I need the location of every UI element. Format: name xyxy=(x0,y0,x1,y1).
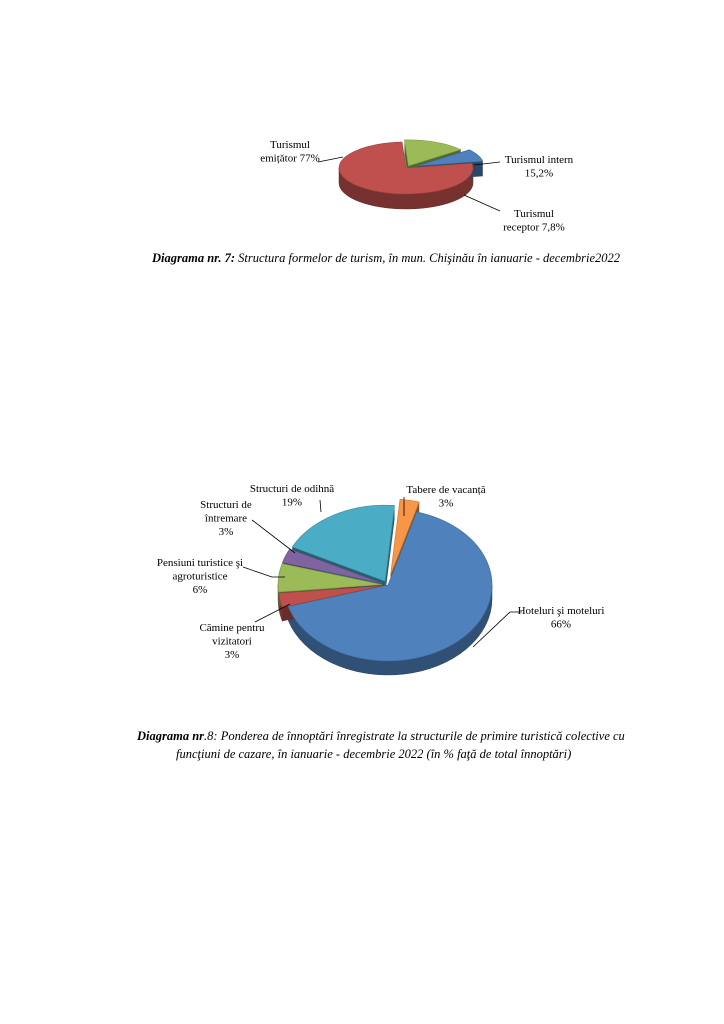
data-label-ca-mine-pentru-vizitatori xyxy=(199,622,265,661)
caption-diagram-7-label: Diagrama nr. 7: xyxy=(152,251,236,265)
data-label-line: 15,2% xyxy=(524,167,554,180)
caption-diagram-8-text-line1: .8: Ponderea de înnoptări înregistrate la structurile de primire turistică colective cu xyxy=(204,729,625,743)
caption-diagram-7-text: Structura formelor de turism, în mun. Chişinău în ianuarie - decembrie2022 xyxy=(235,251,621,265)
caption-diagram-8-text-line2: funcţiuni de cazare, în ianuarie - decembrie 2022 (în % faţă de total înnoptări) xyxy=(176,747,572,761)
data-label-line: întremare xyxy=(204,512,248,525)
data-label-pensiuni-turistice-s-i-agroturistice xyxy=(157,557,243,596)
data-label-line: 66% xyxy=(550,618,572,631)
data-label-line: Hoteluri şi moteluri xyxy=(517,605,605,617)
data-label-line: Tabere de vacanță xyxy=(406,484,486,496)
caption-diagram-8-label: Diagrama nr xyxy=(137,729,205,743)
data-label-line: Pensiuni turistice şi xyxy=(156,557,244,569)
leader-line-structuri-de-i-ntremare xyxy=(252,520,295,553)
data-label-line: 3% xyxy=(218,526,234,538)
data-label-line: Turismul intern xyxy=(504,154,574,166)
data-label-line: 3% xyxy=(438,497,454,510)
data-label-structuri-de-i-ntremare xyxy=(200,499,252,538)
data-label-line: 6% xyxy=(192,584,208,596)
leader-line-structuri-de-odihna xyxy=(320,500,321,512)
data-label-structuri-de-odihna xyxy=(250,483,334,509)
data-label-line: Cămine pentru xyxy=(199,622,265,634)
data-label-line: 19% xyxy=(281,496,303,509)
data-label-line: receptor 7,8% xyxy=(503,221,565,234)
data-label-line: emițător 77% xyxy=(260,152,320,165)
data-label-line: Turismul xyxy=(270,139,310,151)
caption-diagram-8-line2 xyxy=(176,745,571,763)
caption-diagram-7 xyxy=(152,249,692,267)
caption-diagram-8 xyxy=(137,727,625,745)
data-label-line: Structuri de odihnă xyxy=(249,483,335,495)
data-label-line: vizitatori xyxy=(212,635,252,648)
data-label-hoteluri-s-i-moteluri xyxy=(518,605,605,631)
data-label-line: 3% xyxy=(224,649,240,661)
data-label-line: agroturistice xyxy=(172,570,228,583)
data-label-line: Turismul xyxy=(514,208,554,220)
data-label-line: Structuri de xyxy=(200,499,252,511)
